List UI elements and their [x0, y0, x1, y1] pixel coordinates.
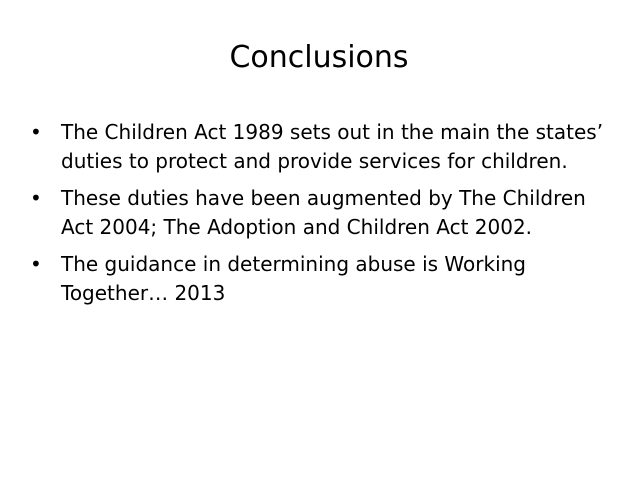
bullet-item	[30, 118, 610, 176]
bullet-text: The Children Act 1989 sets out in the main the states’ duties to protect and provide services for children.	[61, 120, 604, 173]
bullet-marker-icon: •	[30, 252, 42, 276]
bullet-marker-icon: •	[30, 186, 42, 210]
bullet-list	[30, 118, 610, 316]
bullet-marker-icon: •	[30, 120, 42, 144]
bullet-item	[30, 250, 610, 308]
bullet-item	[30, 184, 610, 242]
bullet-text: These duties have been augmented by The Children Act 2004; The Adoption and Children Act 2002.	[61, 186, 586, 239]
slide-title: Conclusions	[229, 40, 409, 75]
bullet-text: The guidance in determining abuse is Working Together… 2013	[61, 252, 526, 305]
